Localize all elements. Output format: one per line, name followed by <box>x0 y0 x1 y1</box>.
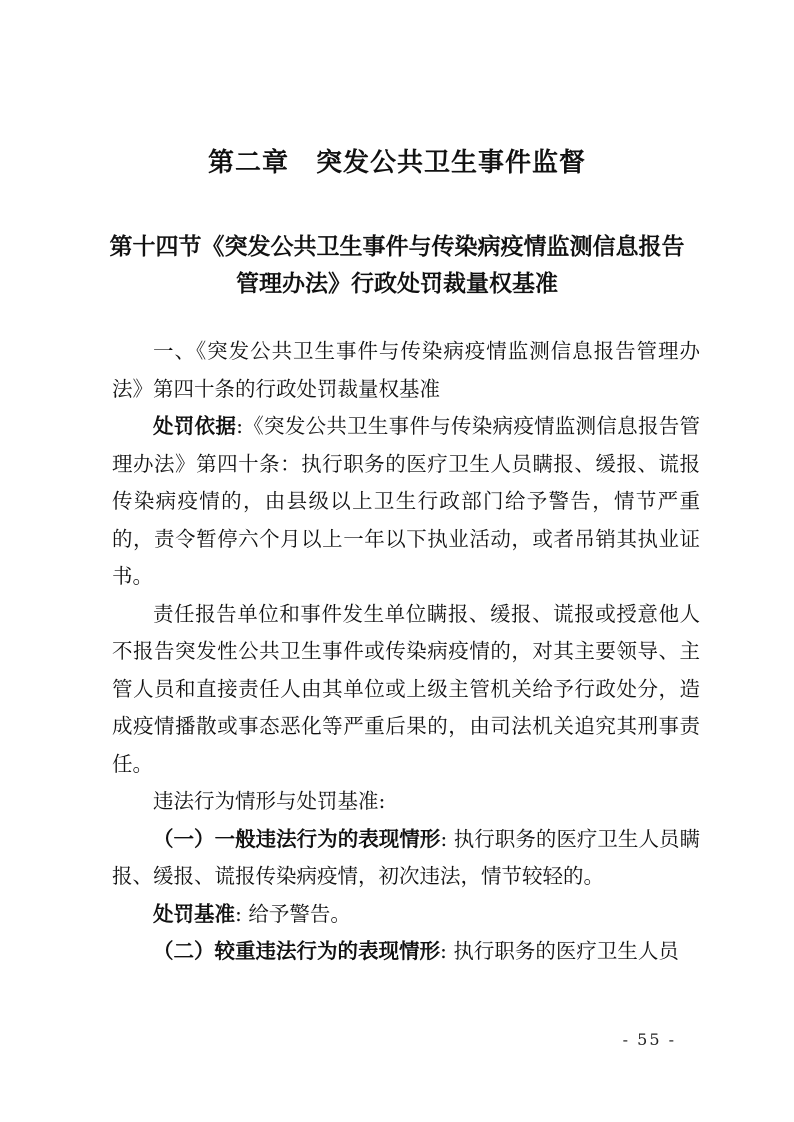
general-violation-label: （一）一般违法行为的表现情形 <box>153 826 441 851</box>
section-title-line-1: 第十四节《突发公共卫生事件与传染病疫情监测信息报告 <box>109 234 685 260</box>
general-violation-text: : 执行职务的医疗卫生人员瞒报、缓报、谎报传染病疫情，初次违法，情节较轻的。 <box>112 826 700 888</box>
general-violation-paragraph <box>112 821 700 896</box>
serious-violation-paragraph <box>112 933 700 971</box>
page-number: - 55 - <box>622 1030 676 1049</box>
serious-violation-text: : 执行职务的医疗卫生人员 <box>440 939 679 963</box>
section-title-line-2: 管理办法》行政处罚裁量权基准 <box>236 271 558 297</box>
violations-intro: 违法行为情形与处罚基准: <box>153 789 386 813</box>
basis-label: 处罚依据 <box>153 414 237 438</box>
chapter-title: 第二章 突发公共卫生事件监督 <box>207 148 586 178</box>
serious-violation-label: （二）较重违法行为的表现情形 <box>153 939 440 963</box>
general-penalty-text: : 给予警告。 <box>235 901 351 926</box>
general-penalty-paragraph <box>112 896 700 934</box>
heading-one: 一、《突发公共卫生事件与传染病疫情监测信息报告管理办法》第四十条的行政处罚裁量权基准 <box>112 339 700 401</box>
basis-text: :《突发公共卫生事件与传染病疫情监测信息报告管理办法》第四十条：执行职务的医疗卫生人员瞒报、缓报、谎报传染病疫情的，由县级以上卫生行政部门给予警告，情节严重的，责令暂停六个月以上一年以下执业活动，或者吊销其执业证书。 <box>112 414 701 588</box>
responsibility-paragraph: 责任报告单位和事件发生单位瞒报、缓报、谎报或授意他人不报告突发性公共卫生事件或传染病疫情的，对其主要领导、主管人员和直接责任人由其单位或上级主管机关给予行政处分，造成疫情播散或事态恶化等严重后果的，由司法机关追究其刑事责任。 <box>112 601 700 776</box>
basis-paragraph <box>112 408 700 596</box>
body-text <box>112 333 700 971</box>
general-penalty-label: 处罚基准 <box>153 901 235 926</box>
